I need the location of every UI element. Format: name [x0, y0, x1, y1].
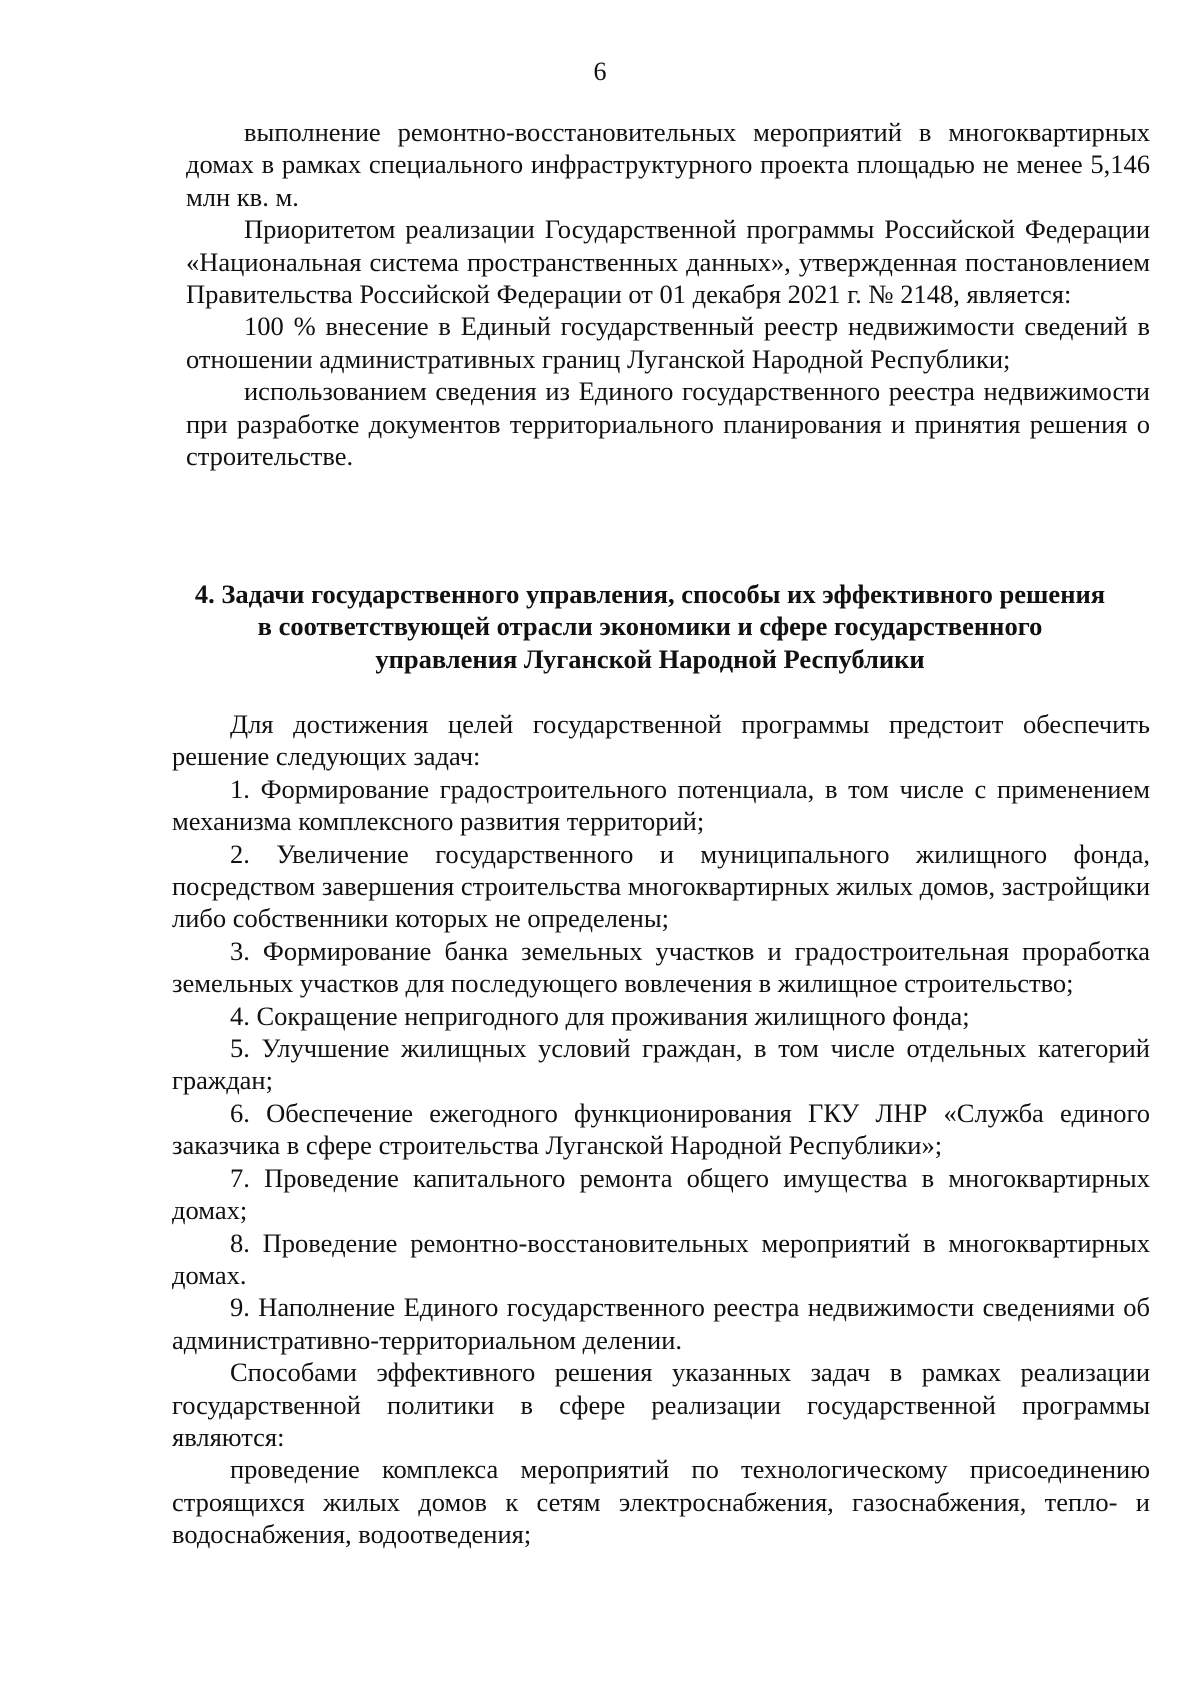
body-text-block — [172, 708, 1150, 1551]
paragraph: использованием сведения из Единого государственного реестра недвижимости при разработке документов территориального планирования и принятия решения о строительстве. — [186, 376, 1150, 472]
page-number: 6 — [593, 57, 607, 86]
list-item: 2. Увеличение государственного и муниципального жилищного фонда, посредством завершения строительства многоквартирных жилых домов, застройщики либо собственники которых не определены; — [172, 838, 1150, 934]
list-item: 3. Формирование банка земельных участков и градостроительная проработка земельных участков для последующего вовлечения в жилищное строительство; — [172, 935, 1150, 999]
paragraph: Для достижения целей государственной программы предстоит обеспечить решение следующих задач: — [172, 709, 1150, 772]
intro-text-block — [186, 116, 1150, 472]
list-item: 5. Улучшение жилищных условий граждан, в том числе отдельных категорий граждан; — [172, 1033, 1150, 1096]
list-item: 9. Наполнение Единого государственного реестра недвижимости сведениями об административно-территориальном делении. — [172, 1292, 1150, 1355]
paragraph: выполнение ремонтно-восстановительных мероприятий в многоквартирных домах в рамках специального инфраструктурного проекта площадью не менее 5,146 млн кв. м. — [186, 117, 1150, 212]
paragraph: 100 % внесение в Единый государственный реестр недвижимости сведений в отношении административных границ Луганской Народной Республики; — [186, 311, 1150, 374]
paragraph: Приоритетом реализации Государственной программы Российской Федерации «Национальная система пространственных данных», утвержденная постановлением Правительства Российской Федерации от 01 декабря 2021 г. № 2148, является: — [186, 214, 1150, 310]
list-item: 6. Обеспечение ежегодного функционирования ГКУ ЛНР «Служба единого заказчика в сфере строительства Луганской Народной Республики»; — [172, 1097, 1150, 1161]
list-item: 8. Проведение ремонтно-восстановительных мероприятий в многоквартирных домах. — [172, 1227, 1150, 1290]
list-item: 1. Формирование градостроительного потенциала, в том числе с применением механизма комплексного развития территорий; — [172, 773, 1150, 837]
list-item: 4. Сокращение непригодного для проживания жилищного фонда; — [230, 1000, 970, 1031]
paragraph: Способами эффективного решения указанных задач в рамках реализации государственной политики в сфере реализации государственной программы являются: — [172, 1357, 1150, 1452]
list-item: 7. Проведение капитального ремонта общего имущества в многоквартирных домах; — [172, 1162, 1150, 1226]
section-heading-line: в соответствующей отрасли экономики и сфере государственного — [257, 611, 1043, 642]
section-heading — [150, 578, 1150, 675]
section-heading-line: 4. Задачи государственного управления, способы их эффективного решения — [194, 579, 1106, 609]
paragraph: проведение комплекса мероприятий по технологическому присоединению строящихся жилых домов к сетям электроснабжения, газоснабжения, тепло- и водоснабжения, водоотведения; — [172, 1454, 1150, 1550]
section-heading-line: управления Луганской Народной Республики — [375, 643, 925, 674]
